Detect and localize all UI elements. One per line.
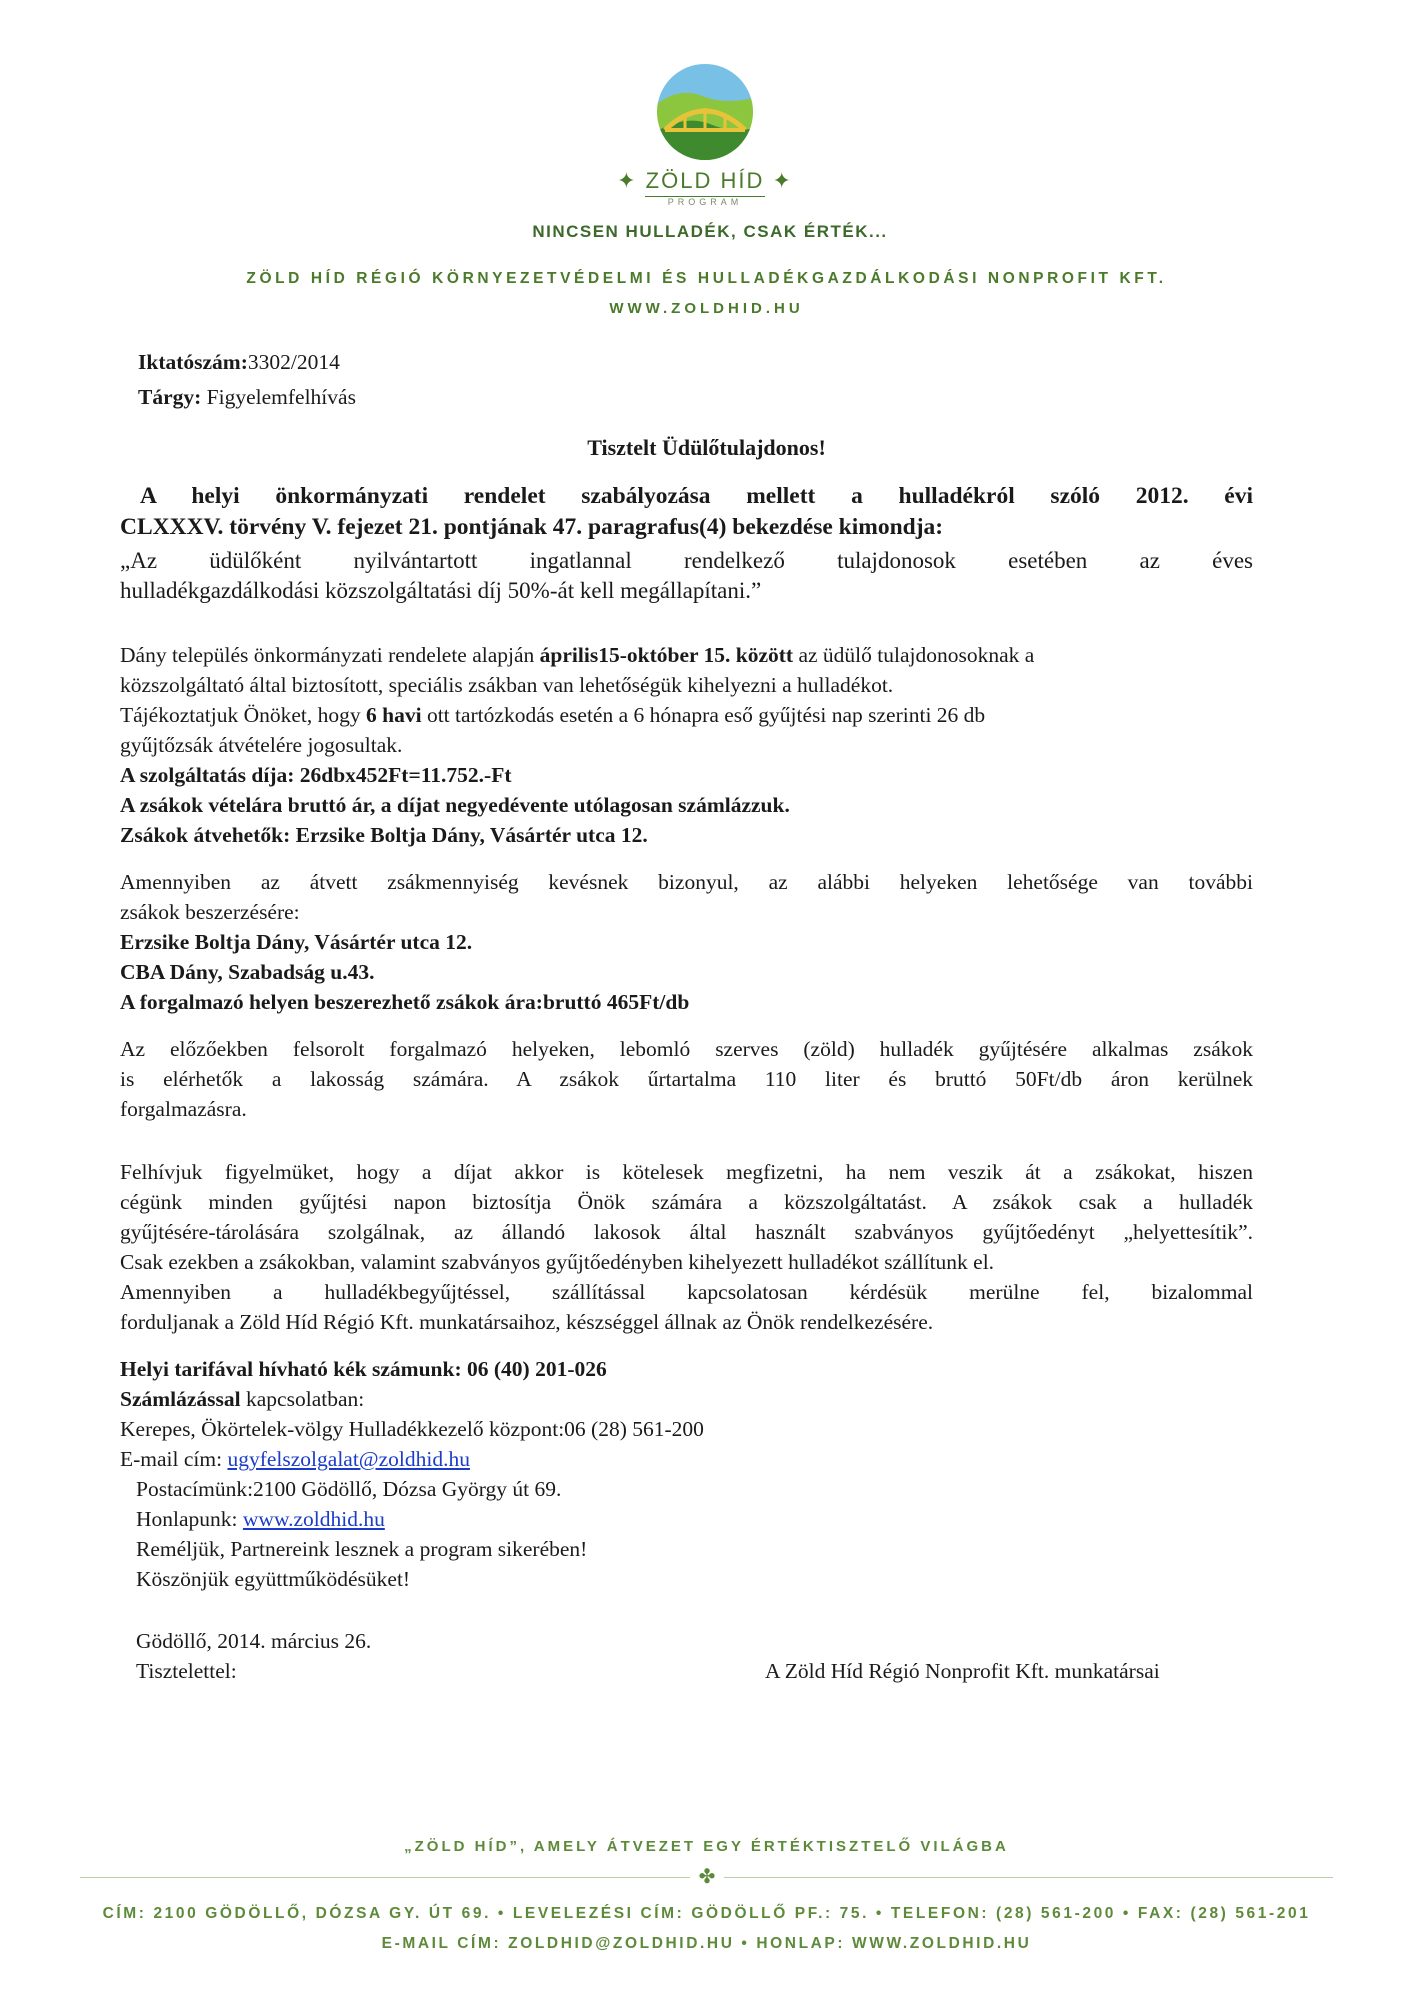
brand-sub: PROGRAM <box>667 197 743 207</box>
reference-label: Iktatószám: <box>138 350 248 374</box>
company-website: WWW.ZOLDHID.HU <box>609 300 804 317</box>
brand-block <box>560 168 850 207</box>
season-dates: április15-október 15. <box>539 643 731 667</box>
company-name: ZÖLD HÍD RÉGIÓ KÖRNYEZETVÉDELMI ÉS HULLADÉKGAZDÁLKODÁSI NONPROFIT KFT. <box>246 270 1167 287</box>
para1-line-3 <box>120 700 1253 730</box>
para3-line-1: Az előzőekben felsorolt forgalmazó helyeken, lebomló szerves (zöld) hulladék gyűjtésére alkalmas zsákok <box>120 1037 1253 1061</box>
reference-number-line <box>138 347 340 377</box>
intro-bold-line-2: CLXXXV. törvény V. fejezet 21. pontjának 47. paragrafus(4) bekezdése kimondja: <box>120 514 944 540</box>
zold-hid-logo <box>640 52 770 182</box>
para4-line-4: Csak ezekben a zsákokban, valamint szabványos gyűjtőedényben kihelyezett hulladékot szállítunk el. <box>120 1250 995 1274</box>
billing-note: A zsákok vételára bruttó ár, a díjat negyedévente utólagosan számlázzuk. <box>120 793 790 817</box>
para4-line-6: forduljanak a Zöld Híd Régió Kft. munkatársaihoz, készséggel állnak az Önök rendelkezésére. <box>120 1310 934 1334</box>
para1-text: Dány település önkormányzati rendelete alapján <box>120 643 540 667</box>
para1-l3-rest: ott tartózkodás esetén a 6 hónapra eső gyűjtési nap szerinti 26 db <box>421 703 986 727</box>
pickup-location: Zsákok átvehetők: Erzsike Boltja Dány, Vásártér utca 12. <box>120 823 648 847</box>
salutation: Tisztelt Üdülőtulajdonos! <box>587 435 826 460</box>
para2-line-2: zsákok beszerzésére: <box>120 900 300 924</box>
signer: A Zöld Híd Régió Nonprofit Kft. munkatársai <box>765 1659 1160 1683</box>
closing-line-1: Reméljük, Partnereink lesznek a program sikerében! <box>136 1537 588 1561</box>
footer-contact: E-MAIL CÍM: ZOLDHID@ZOLDHID.HU • HONLAP: WWW.ZOLDHID.HU <box>381 1935 1032 1952</box>
para3-line-2: is elérhetők a lakosság számára. A zsákok űrtartalma 110 liter és bruttó 50Ft/db áron kerülnek <box>120 1067 1253 1091</box>
billing-label: Számlázással <box>120 1387 241 1411</box>
reference-value: 3302/2014 <box>247 350 340 374</box>
para3-line-3: forgalmazásra. <box>120 1097 247 1121</box>
brand-name: ✦ ZÖLD HÍD ✦ <box>617 168 793 193</box>
intro-bold-line-1: A helyi önkormányzati rendelet szabályozása mellett a hulladékról szóló 2012. évi <box>140 483 1253 509</box>
shop-erzsike: Erzsike Boltja Dány, Vásártér utca 12. <box>120 930 473 954</box>
para2-line-1: Amennyiben az átvett zsákmennyiség kevésnek bizonyul, az alábbi helyeken lehetősége van további <box>120 870 1253 894</box>
service-fee: A szolgáltatás díja: 26dbx452Ft=11.752.-Ft <box>120 763 512 787</box>
email-label: E-mail cím: <box>120 1447 228 1471</box>
email-line <box>120 1444 1253 1474</box>
billing-line <box>120 1384 1253 1414</box>
para1-line-4: gyűjtőzsák átvételére jogosultak. <box>120 733 403 757</box>
para4-line-2: cégünk minden gyűjtési napon biztosítja Önök számára a közszolgáltatást. A zsákok csak a hulladék <box>120 1190 1253 1214</box>
regards: Tisztelettel: <box>136 1659 237 1683</box>
footer-motto: „ZÖLD HÍD”, AMELY ÁTVEZET EGY ÉRTÉKTISZTELŐ VILÁGBA <box>404 1838 1009 1855</box>
para1-l3-text: Tájékoztatjuk Önöket, hogy <box>120 703 366 727</box>
six-months: 6 havi <box>366 703 422 727</box>
footer-ornament-icon: ✤ <box>690 1866 724 1888</box>
para1-between: között <box>730 643 794 667</box>
shop-cba: CBA Dány, Szabadság u.43. <box>120 960 375 984</box>
subject-label: Tárgy: <box>138 385 202 409</box>
bag-price: A forgalmazó helyen beszerezhető zsákok ára:bruttó 465Ft/db <box>120 990 690 1014</box>
intro-quote-line-2: hulladékgazdálkodási közszolgáltatási díj 50%-át kell megállapítani.” <box>120 578 762 603</box>
postal-address: Postacímünk:2100 Gödöllő, Dózsa György út 69. <box>136 1477 562 1501</box>
footer-address: CÍM: 2100 GÖDÖLLŐ, DÓZSA GY. ÚT 69. • LEVELEZÉSI CÍM: GÖDÖLLŐ PF.: 75. • TELEFON: (28) 561-200 • FAX: (28) 561-201 <box>102 1905 1311 1922</box>
para4-line-3: gyűjtésére-tárolására szolgálnak, az állandó lakosok által használt szabványos gyűjtőedényt „helyettesítik”. <box>120 1220 1253 1244</box>
email-link[interactable]: ugyfelszolgalat@zoldhid.hu <box>227 1447 470 1471</box>
para1-line-1 <box>120 640 1253 670</box>
para4-line-5: Amennyiben a hulladékbegyűjtéssel, szállítással kapcsolatosan kérdésük merülne fel, bizalommal <box>120 1280 1253 1304</box>
phone-line: Helyi tarifával hívható kék számunk: 06 (40) 201-026 <box>120 1357 607 1381</box>
homepage-link[interactable]: www.zoldhid.hu <box>242 1507 385 1531</box>
homepage-line <box>136 1504 1269 1534</box>
subject-value: Figyelemfelhívás <box>201 385 356 409</box>
billing-rest: kapcsolatban: <box>240 1387 365 1411</box>
slogan: NINCSEN HULLADÉK, CSAK ÉRTÉK... <box>532 222 888 241</box>
para4-line-1: Felhívjuk figyelmüket, hogy a díjat akkor is kötelesek megfizetni, ha nem veszik át a zsákokat, hiszen <box>120 1160 1253 1184</box>
homepage-label: Honlapunk: <box>136 1507 243 1531</box>
para1-text-end: az üdülő tulajdonosoknak a <box>793 643 1035 667</box>
para1-line-2: közszolgáltató által biztosított, speciális zsákban van lehetőségük kihelyezni a hulladékot. <box>120 673 894 697</box>
intro-quote-line-1: „Az üdülőként nyilvántartott ingatlannal rendelkező tulajdonosok esetében az éves <box>120 548 1253 573</box>
place-date: Gödöllő, 2014. március 26. <box>136 1629 372 1653</box>
waste-center-line: Kerepes, Ökörtelek-völgy Hulladékkezelő központ:06 (28) 561-200 <box>120 1417 704 1441</box>
bridge-logo-icon <box>640 52 770 182</box>
closing-line-2: Köszönjük együttműködésüket! <box>136 1567 411 1591</box>
subject-line <box>138 382 356 412</box>
